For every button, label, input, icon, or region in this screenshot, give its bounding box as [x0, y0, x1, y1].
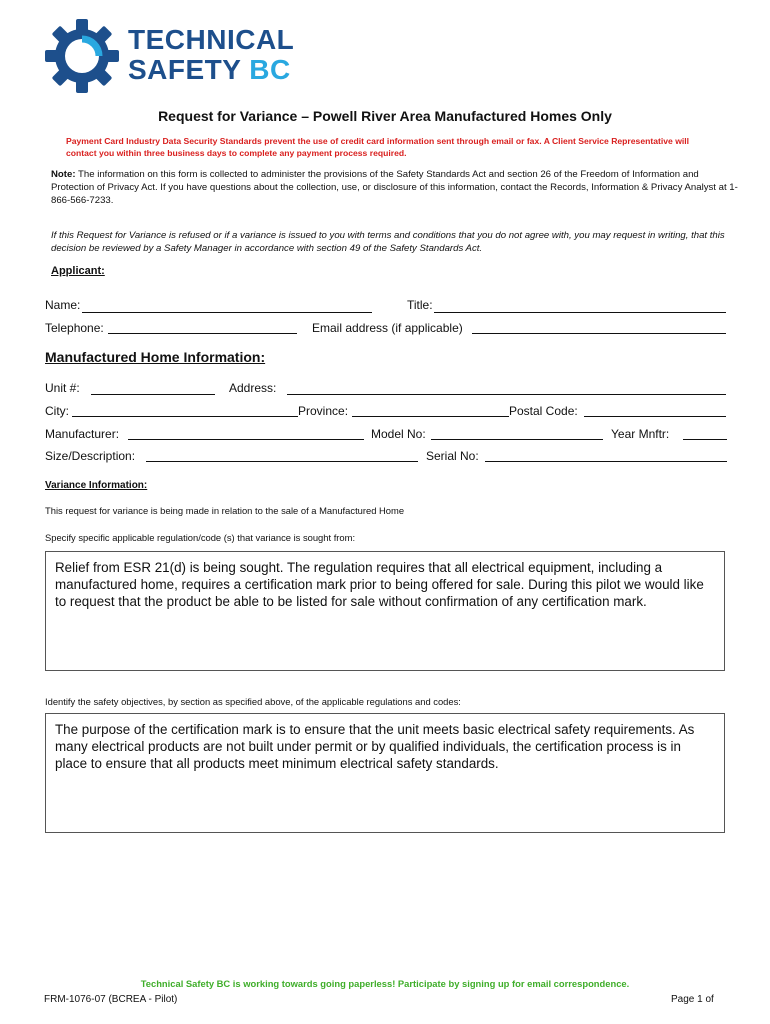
- page-number: Page 1 of: [671, 994, 714, 1005]
- gear-icon: [42, 16, 122, 96]
- size-label: Size/Description:: [45, 449, 136, 463]
- name-label: Name:: [45, 298, 81, 312]
- variance-heading: Variance Information:: [45, 480, 148, 491]
- address-field[interactable]: [287, 394, 726, 395]
- name-field[interactable]: [82, 312, 372, 313]
- postal-label: Postal Code:: [509, 404, 578, 418]
- email-label: Email address (if applicable): [312, 321, 463, 335]
- model-field[interactable]: [431, 439, 603, 440]
- objectives-prompt: Identify the safety objectives, by section as specified above, of the applicable regulations and codes:: [45, 696, 461, 707]
- title-label: Title:: [407, 298, 433, 312]
- refusal-note: If this Request for Variance is refused or if a variance is issued to you with terms and conditions that you do not agree with, you may request in writing, that this decision be reviewed by a Safety Manager in accordance with section 49 of the Safety Standards Act.: [51, 230, 725, 254]
- manufacturer-field[interactable]: [128, 439, 364, 440]
- city-field[interactable]: [72, 416, 298, 417]
- payment-notice: Payment Card Industry Data Security Standards prevent the use of credit card information sent through email or fax. A Client Service Representative will contact you within three business days to complete any payment process required.: [66, 136, 690, 158]
- title-field[interactable]: [434, 312, 726, 313]
- logo-line1: TECHNICAL: [128, 24, 295, 55]
- manufacturer-label: Manufacturer:: [45, 427, 120, 441]
- province-field[interactable]: [352, 416, 509, 417]
- address-label: Address:: [229, 381, 277, 395]
- serial-field[interactable]: [485, 461, 727, 462]
- applicant-heading: Applicant:: [51, 265, 105, 277]
- logo-line2: [128, 56, 291, 84]
- email-field[interactable]: [472, 333, 726, 334]
- variance-relation-text: This request for variance is being made in relation to the sale of a Manufactured Home: [45, 505, 405, 516]
- regulation-textarea[interactable]: Relief from ESR 21(d) is being sought. The regulation requires that all electrical equipment, including a manufactured home, requires a certification mark prior to being offered for sale. During this pilot we would like to request that the product be able to be listed for sale without confirmation of any certification mark.: [45, 551, 725, 671]
- logo-safety: SAFETY: [128, 54, 241, 85]
- size-field[interactable]: [146, 461, 418, 462]
- privacy-note-label: Note:: [51, 169, 76, 180]
- privacy-note: [51, 168, 741, 207]
- logo: [42, 16, 302, 96]
- year-field[interactable]: [683, 439, 727, 440]
- city-label: City:: [45, 404, 69, 418]
- postal-field[interactable]: [584, 416, 726, 417]
- unit-field[interactable]: [91, 394, 215, 395]
- province-label: Province:: [298, 404, 349, 418]
- form-id: FRM-1076-07 (BCREA - Pilot): [44, 994, 178, 1005]
- telephone-field[interactable]: [108, 333, 297, 334]
- serial-label: Serial No:: [426, 449, 479, 463]
- paperless-notice: Technical Safety BC is working towards going paperless! Participate by signing up for email correspondence.: [140, 978, 630, 989]
- privacy-note-text: The information on this form is collected to administer the provisions of the Safety Standards Act and section 26 of the Freedom of Information and Protection of Privacy Act. If you have questions about the collection, use, or disclosure of this information, contact the Records, Information & Privacy Analyst at 1-866-566-7233.: [51, 169, 738, 206]
- home-info-heading: Manufactured Home Information:: [45, 349, 266, 365]
- year-label: Year Mnftr:: [611, 427, 670, 441]
- telephone-label: Telephone:: [45, 321, 104, 335]
- page-title: Request for Variance – Powell River Area Manufactured Homes Only: [158, 108, 612, 124]
- logo-bc: BC: [249, 54, 291, 85]
- unit-label: Unit #:: [45, 381, 80, 395]
- regulation-prompt: Specify specific applicable regulation/code (s) that variance is sought from:: [45, 532, 356, 543]
- objectives-textarea[interactable]: The purpose of the certification mark is to ensure that the unit meets basic electrical safety requirements. As many electrical products are not built under permit or by qualified individuals, the certification process is in place to ensure that all products meet minimum electrical safety standards.: [45, 713, 725, 833]
- model-label: Model No:: [371, 427, 426, 441]
